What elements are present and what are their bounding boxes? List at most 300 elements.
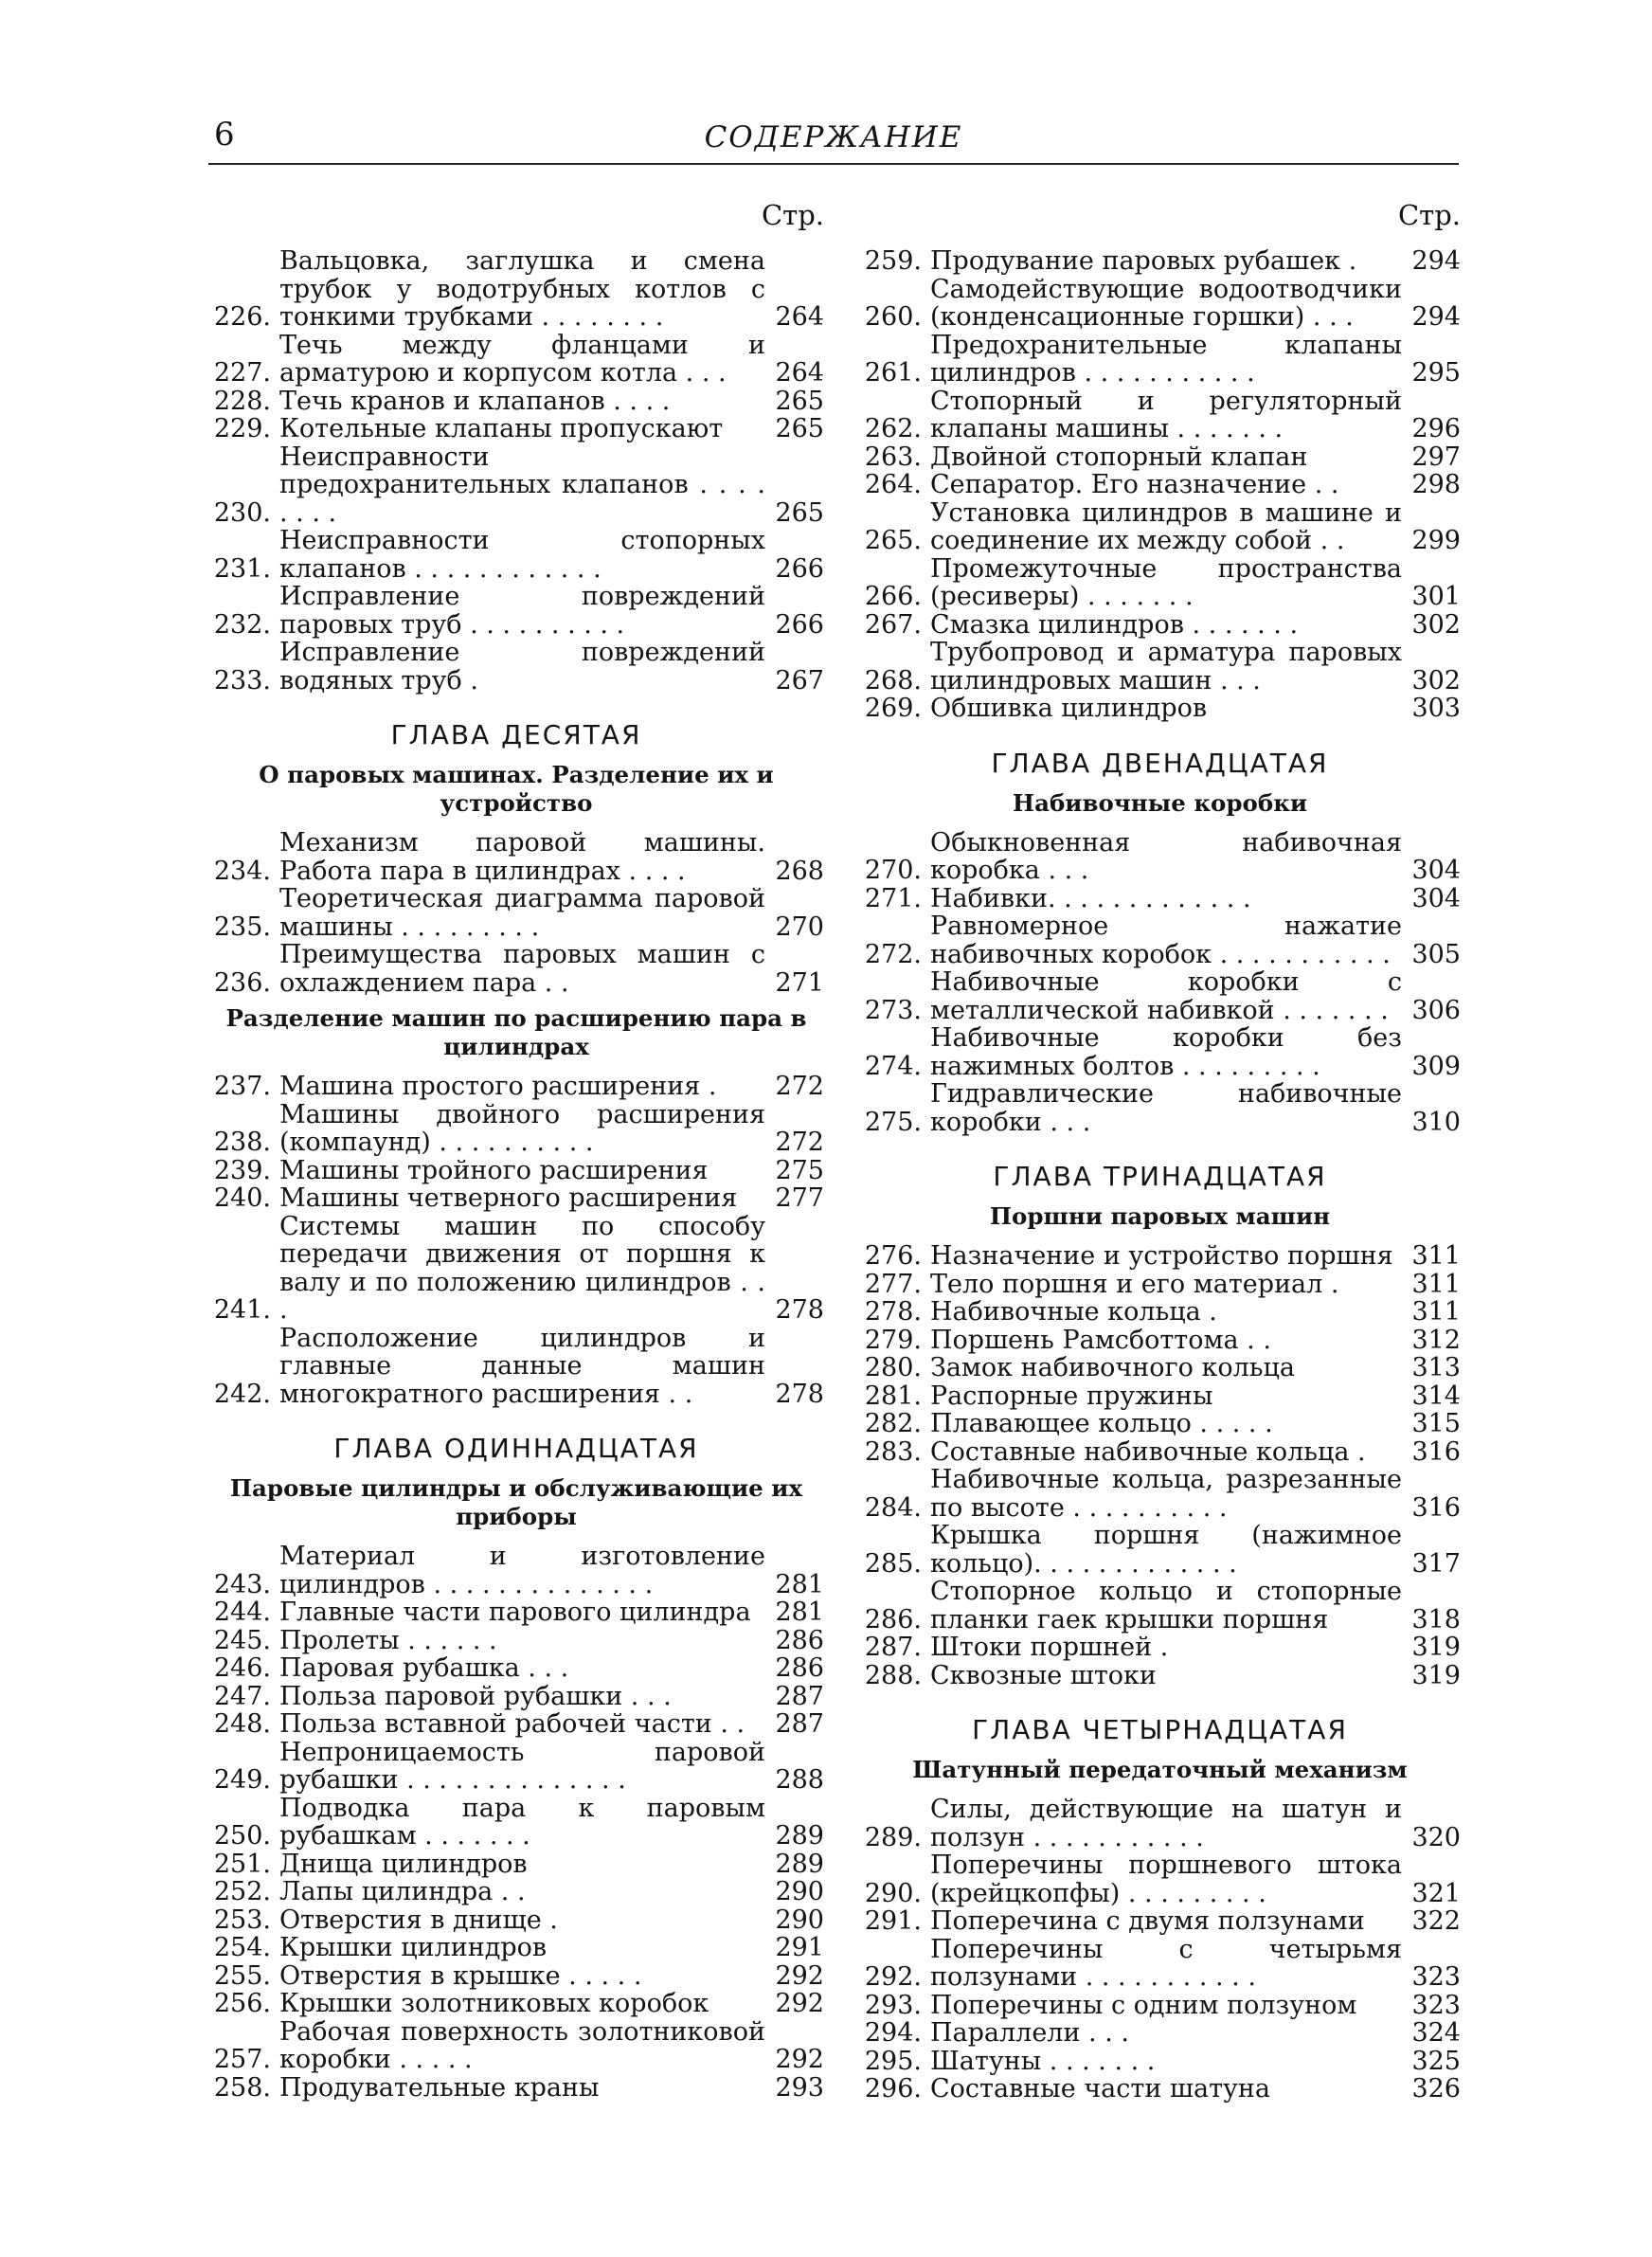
entry-page: 309 bbox=[1411, 1051, 1461, 1081]
chapter-title: ГЛАВА ТРИНАДЦАТАЯ bbox=[993, 1161, 1327, 1192]
entry-page: 265 bbox=[775, 414, 824, 443]
entry-number: 265. bbox=[864, 526, 922, 555]
toc-entry bbox=[208, 885, 824, 941]
entry-number: 264. bbox=[864, 470, 922, 499]
section-title: Набивочные коробки bbox=[1012, 788, 1308, 817]
entry-number: 248. bbox=[213, 1709, 271, 1739]
entry-number: 288. bbox=[864, 1660, 922, 1690]
entry-number: 237. bbox=[213, 1072, 271, 1101]
entry-title: Исправление повреждений водяных труб . bbox=[279, 638, 765, 695]
entry-title: Распорные пружины bbox=[930, 1381, 1213, 1411]
entry-title: Польза паровой рубашки . . . bbox=[279, 1681, 672, 1711]
entry-page: 291 bbox=[775, 1933, 824, 1962]
entry-number: 231. bbox=[213, 553, 271, 584]
toc-entry bbox=[859, 247, 1461, 276]
header-rule bbox=[208, 163, 1459, 165]
left-column bbox=[208, 194, 824, 2102]
toc-entry bbox=[859, 276, 1461, 332]
entry-number: 228. bbox=[213, 386, 271, 416]
section-title: Поршни паровых машин bbox=[989, 1202, 1331, 1230]
entry-page: 323 bbox=[1411, 1962, 1461, 1992]
entry-page: 281 bbox=[775, 1569, 824, 1599]
entry-title: Назначение и устройство поршня bbox=[930, 1241, 1393, 1271]
entry-number: 236. bbox=[213, 967, 271, 998]
entry-title: Гидравлические набивочные коробки . . . bbox=[930, 1079, 1402, 1137]
entry-page: 318 bbox=[1411, 1604, 1461, 1634]
entry-page: 325 bbox=[1411, 2046, 1461, 2076]
entry-title: Шатуны . . . . . . . bbox=[930, 2046, 1156, 2076]
entry-title: Расположение цилиндров и главные данные машин многократного расширения . . bbox=[279, 1323, 765, 1409]
entry-title: Преимущества паровых машин с охлаждением пара . . bbox=[279, 940, 765, 998]
toc-entry bbox=[859, 471, 1461, 499]
section-title: Шатунный передаточный механизм bbox=[912, 1756, 1408, 1783]
entry-page: 322 bbox=[1411, 1906, 1461, 1936]
entry-number: 287. bbox=[864, 1633, 922, 1662]
entry-page: 265 bbox=[775, 386, 824, 416]
entry-page: 277 bbox=[775, 1183, 824, 1213]
toc-entry bbox=[859, 1327, 1461, 1355]
entry-title: Промежуточные пространства (ресиверы) . . . . . . . bbox=[930, 553, 1402, 611]
toc-entry bbox=[208, 1654, 824, 1683]
entry-number: 272. bbox=[864, 939, 922, 969]
entry-page: 297 bbox=[1411, 442, 1461, 472]
entry-title: Смазка цилиндров . . . . . . . bbox=[930, 609, 1299, 640]
entry-page: 294 bbox=[1411, 302, 1461, 332]
toc-entry bbox=[208, 2018, 824, 2074]
entry-title: Поршень Рамсботтома . . bbox=[930, 1325, 1271, 1355]
toc-entry bbox=[208, 1325, 824, 1409]
page-column-label: Стр. bbox=[761, 199, 824, 231]
entry-number: 268. bbox=[864, 665, 922, 695]
entry-title: Составные набивочные кольца . bbox=[930, 1436, 1366, 1467]
entry-page: 293 bbox=[775, 2072, 824, 2103]
toc-entry bbox=[208, 1598, 824, 1627]
entry-number: 295. bbox=[864, 2046, 922, 2076]
toc-entry bbox=[208, 583, 824, 639]
entry-page: 287 bbox=[775, 1709, 824, 1739]
entry-number: 285. bbox=[864, 1548, 922, 1579]
toc-entry bbox=[859, 912, 1461, 968]
entry-number: 232. bbox=[213, 609, 271, 640]
entry-title: Непроницаемость паровой рубашки . . . . . . . . . . . . . . bbox=[279, 1737, 765, 1795]
toc-entry bbox=[859, 639, 1461, 695]
toc-entry bbox=[859, 1936, 1461, 1992]
toc-entry bbox=[859, 611, 1461, 640]
entry-title: Замок набивочного кольца bbox=[930, 1353, 1295, 1382]
entry-number: 240. bbox=[213, 1183, 271, 1213]
entry-page: 270 bbox=[775, 912, 824, 942]
chapter-title: ГЛАВА ДВЕНАДЦАТАЯ bbox=[991, 747, 1329, 779]
toc-entry bbox=[859, 1662, 1461, 1690]
entry-page: 296 bbox=[1411, 414, 1461, 443]
entry-title: Рабочая поверхность золотниковой коробки . . . . . bbox=[279, 2016, 765, 2074]
entry-number: 233. bbox=[213, 665, 271, 695]
toc-entry bbox=[208, 639, 824, 695]
entry-title: Механизм паровой машины. Работа пара в цилиндрах . . . . bbox=[279, 828, 765, 886]
toc-entry bbox=[208, 2074, 824, 2103]
toc-entry bbox=[859, 1354, 1461, 1382]
entry-number: 271. bbox=[864, 883, 922, 913]
entry-page: 288 bbox=[775, 1765, 824, 1795]
entry-title: Польза вставной рабочей части . . bbox=[279, 1709, 745, 1739]
entry-number: 274. bbox=[864, 1051, 922, 1081]
entry-title: Поперечины с одним ползуном bbox=[930, 1990, 1357, 2020]
entry-page: 266 bbox=[775, 609, 824, 640]
entry-title: Материал и изготовление цилиндров . . . . . . . . . . . . . . bbox=[279, 1542, 765, 1599]
entry-title: Течь между фланцами и арматурою и корпусом котла . . . bbox=[279, 330, 765, 388]
entry-title: Штоки поршней . bbox=[930, 1633, 1169, 1662]
section-title: Паровые цилиндры и обслуживающие их приборы bbox=[229, 1474, 803, 1530]
entry-title: Течь кранов и клапанов . . . . bbox=[279, 386, 671, 416]
entry-number: 246. bbox=[213, 1653, 271, 1683]
entry-title: Двойной стопорный клапан bbox=[930, 442, 1308, 472]
entry-title: Подводка пара к паровым рубашкам . . . . . . . bbox=[279, 1793, 765, 1851]
entry-page: 281 bbox=[775, 1598, 824, 1627]
entry-title: Тело поршня и его материал . bbox=[930, 1269, 1339, 1299]
entry-page: 319 bbox=[1411, 1660, 1461, 1690]
entry-title: Поперечины с четырьмя ползунами . . . . . . . . . . . bbox=[930, 1934, 1402, 1992]
entry-number: 257. bbox=[213, 2045, 271, 2074]
entry-title: Набивочные кольца . bbox=[930, 1297, 1217, 1327]
toc-entry bbox=[208, 1878, 824, 1906]
toc-entry bbox=[859, 2019, 1461, 2048]
entry-page: 321 bbox=[1411, 1878, 1461, 1908]
toc-entry bbox=[859, 1851, 1461, 1907]
entry-title: Продувательные краны bbox=[279, 2072, 600, 2103]
entry-title: Машины четверного расширения bbox=[279, 1183, 738, 1213]
toc-entry bbox=[208, 1157, 824, 1185]
entry-number: 266. bbox=[864, 582, 922, 611]
entry-page: 304 bbox=[1411, 883, 1461, 913]
entry-page: 265 bbox=[775, 497, 824, 528]
chapter-title: ГЛАВА ОДИННАДЦАТАЯ bbox=[333, 1433, 699, 1464]
toc-entry bbox=[859, 1522, 1461, 1578]
entry-title: Днища цилиндров bbox=[279, 1849, 528, 1879]
entry-title: Трубопровод и арматура паровых цилиндровых машин . . . bbox=[930, 638, 1402, 695]
toc-entry bbox=[859, 555, 1461, 611]
entry-page: 313 bbox=[1411, 1353, 1461, 1382]
toc-entry bbox=[859, 1271, 1461, 1299]
entry-number: 247. bbox=[213, 1681, 271, 1711]
toc-entry bbox=[208, 1683, 824, 1711]
entry-page: 299 bbox=[1411, 526, 1461, 555]
toc-entry bbox=[208, 1543, 824, 1598]
entry-number: 245. bbox=[213, 1625, 271, 1655]
entry-title: Неисправности предохранительных клапанов . . . . . . . . bbox=[279, 442, 765, 528]
entry-number: 292. bbox=[864, 1962, 922, 1992]
entry-number: 241. bbox=[213, 1295, 271, 1325]
entry-title: Набивочные кольца, разрезанные по высоте . . . . . . . . . . bbox=[930, 1465, 1402, 1523]
entry-page: 264 bbox=[775, 358, 824, 388]
toc-entry bbox=[859, 1907, 1461, 1936]
entry-page: 292 bbox=[775, 1960, 824, 1991]
toc-entry bbox=[208, 1990, 824, 2018]
toc-entry bbox=[208, 1710, 824, 1739]
entry-number: 254. bbox=[213, 1933, 271, 1962]
toc-entry bbox=[859, 885, 1461, 913]
toc-entry bbox=[859, 332, 1461, 388]
toc-entry bbox=[208, 247, 824, 332]
entry-number: 275. bbox=[864, 1107, 922, 1137]
entry-number: 289. bbox=[864, 1822, 922, 1852]
toc-entry bbox=[208, 1962, 824, 1991]
entry-page: 311 bbox=[1411, 1241, 1461, 1271]
entry-title: Крышки золотниковых коробок bbox=[279, 1989, 709, 2018]
entry-title: Поперечины поршневого штока (крейцкопфы) . . . . . . . . . bbox=[930, 1851, 1402, 1908]
toc-entry bbox=[859, 1438, 1461, 1467]
entry-number: 262. bbox=[864, 414, 922, 443]
entry-page: 272 bbox=[775, 1072, 824, 1101]
entry-number: 296. bbox=[864, 2074, 922, 2104]
page-number: 6 bbox=[214, 116, 235, 153]
toc-entry bbox=[859, 1634, 1461, 1662]
entry-number: 255. bbox=[213, 1960, 271, 1991]
section-title: О паровых машинах. Разделение их и устройство bbox=[259, 761, 774, 817]
toc-entry bbox=[859, 1242, 1461, 1271]
entry-number: 230. bbox=[213, 497, 271, 528]
toc-entry bbox=[859, 2048, 1461, 2076]
entry-page: 312 bbox=[1411, 1325, 1461, 1355]
toc-entry bbox=[208, 527, 824, 583]
right-column bbox=[859, 194, 1461, 2104]
entry-title: Самодействующие водоотводчики (конденсационные горшки) . . . bbox=[930, 274, 1402, 332]
entry-title: Набивки. . . . . . . . . . . . . bbox=[930, 883, 1251, 913]
entry-title: Предохранительные клапаны цилиндров . . . . . . . . . . . bbox=[930, 330, 1402, 388]
entry-title: Отверстия в крышке . . . . . bbox=[279, 1960, 642, 1991]
entry-number: 269. bbox=[864, 694, 922, 723]
entry-number: 282. bbox=[864, 1409, 922, 1438]
entry-title: Теоретическая диаграмма паровой машины . . . . . . . . . bbox=[279, 884, 765, 942]
entry-number: 276. bbox=[864, 1241, 922, 1271]
entry-number: 290. bbox=[864, 1878, 922, 1908]
entry-title: Отверстия в днище . bbox=[279, 1905, 558, 1935]
entry-number: 249. bbox=[213, 1765, 271, 1795]
entry-number: 250. bbox=[213, 1821, 271, 1851]
entry-page: 266 bbox=[775, 553, 824, 584]
page-column-label: Стр. bbox=[1397, 199, 1461, 231]
entry-number: 286. bbox=[864, 1604, 922, 1634]
section-title: Разделение машин по расширению пара в цилиндрах bbox=[225, 1004, 807, 1060]
toc-entry bbox=[859, 695, 1461, 723]
entry-title: Сепаратор. Его назначение . . bbox=[930, 470, 1339, 499]
toc-entry bbox=[208, 415, 824, 443]
entry-page: 324 bbox=[1411, 2018, 1461, 2048]
entry-number: 291. bbox=[864, 1906, 922, 1936]
entry-page: 306 bbox=[1411, 995, 1461, 1025]
entry-title: Машина простого расширения . bbox=[279, 1072, 717, 1101]
entry-title: Стопорный и регуляторный клапаны машины . . . . . . . bbox=[930, 386, 1402, 443]
toc-entry bbox=[859, 1466, 1461, 1522]
entry-page: 298 bbox=[1411, 470, 1461, 499]
entry-page: 294 bbox=[1411, 246, 1461, 276]
toc-entry bbox=[208, 941, 824, 997]
entry-title: Равномерное нажатие набивочных коробок . . . . . . . . . . . bbox=[930, 912, 1402, 969]
entry-title: Стопорное кольцо и стопорные планки гаек крышки поршня bbox=[930, 1577, 1402, 1634]
entry-number: 270. bbox=[864, 856, 922, 885]
entry-number: 281. bbox=[864, 1381, 922, 1411]
toc-entry bbox=[859, 1382, 1461, 1411]
toc-entry bbox=[208, 1213, 824, 1325]
entry-page: 287 bbox=[775, 1681, 824, 1711]
entry-page: 317 bbox=[1411, 1548, 1461, 1579]
entry-title: Сквозные штоки bbox=[930, 1660, 1157, 1690]
entry-number: 229. bbox=[213, 414, 271, 443]
entry-number: 244. bbox=[213, 1598, 271, 1627]
entry-number: 258. bbox=[213, 2072, 271, 2103]
entry-number: 267. bbox=[864, 609, 922, 640]
chapter-title: ГЛАВА ЧЕТЫРНАДЦАТАЯ bbox=[972, 1714, 1348, 1745]
entry-title: Обшивка цилиндров bbox=[930, 694, 1208, 723]
entry-title: Параллели . . . bbox=[930, 2018, 1129, 2048]
entry-title: Главные части парового цилиндра bbox=[279, 1598, 751, 1627]
entry-number: 234. bbox=[213, 856, 271, 886]
entry-page: 295 bbox=[1411, 358, 1461, 388]
toc-entry bbox=[208, 1073, 824, 1101]
toc-entry bbox=[208, 1934, 824, 1962]
page-header bbox=[208, 112, 1459, 169]
entry-page: 289 bbox=[775, 1849, 824, 1879]
entry-number: 251. bbox=[213, 1849, 271, 1879]
toc-entry bbox=[859, 829, 1461, 885]
toc-entry bbox=[208, 1101, 824, 1157]
entry-page: 302 bbox=[1411, 665, 1461, 695]
entry-title: Машины двойного расширения (компаунд) . . . . . . . . . . bbox=[279, 1099, 765, 1157]
entry-page: 315 bbox=[1411, 1409, 1461, 1438]
toc-entry bbox=[859, 1024, 1461, 1080]
entry-page: 272 bbox=[775, 1128, 824, 1157]
entry-page: 267 bbox=[775, 665, 824, 695]
entry-title: Неисправности стопорных клапанов . . . . . . . . . . . . bbox=[279, 526, 765, 584]
entry-title: Набивочные коробки с металлической набивкой . . . . . . . bbox=[930, 967, 1402, 1025]
entry-page: 278 bbox=[775, 1379, 824, 1409]
toc-entry bbox=[208, 829, 824, 885]
entry-page: 301 bbox=[1411, 582, 1461, 611]
entry-title: Паровая рубашка . . . bbox=[279, 1653, 569, 1683]
entry-page: 290 bbox=[775, 1905, 824, 1935]
entry-page: 326 bbox=[1411, 2074, 1461, 2104]
entry-page: 286 bbox=[775, 1653, 824, 1683]
toc-entry bbox=[208, 1739, 824, 1795]
entry-title: Обыкновенная набивочная коробка . . . bbox=[930, 827, 1402, 885]
toc-entry bbox=[208, 388, 824, 416]
entry-title: Продувание паровых рубашек . bbox=[930, 246, 1357, 276]
chapter-title: ГЛАВА ДЕСЯТАЯ bbox=[390, 719, 642, 750]
toc-entry bbox=[208, 1627, 824, 1655]
toc-blocks bbox=[859, 247, 1461, 2104]
entry-number: 259. bbox=[864, 246, 922, 276]
entry-title: Набивочные коробки без нажимных болтов . . . . . . . . . bbox=[930, 1023, 1402, 1081]
entry-number: 253. bbox=[213, 1905, 271, 1935]
entry-title: Системы машин по способу передачи движения от поршня к валу и по положению цилиндров . . . bbox=[279, 1211, 765, 1325]
entry-title: Установка цилиндров в машине и соединение их между собой . . bbox=[930, 497, 1402, 555]
entry-page: 323 bbox=[1411, 1990, 1461, 2020]
entry-page: 292 bbox=[775, 2045, 824, 2074]
entry-page: 314 bbox=[1411, 1381, 1461, 1411]
toc-entry bbox=[859, 1992, 1461, 2020]
entry-number: 261. bbox=[864, 358, 922, 388]
entry-number: 284. bbox=[864, 1492, 922, 1523]
entry-page: 310 bbox=[1411, 1107, 1461, 1137]
toc-entry bbox=[859, 1410, 1461, 1438]
toc-entry bbox=[859, 1578, 1461, 1634]
entry-title: Крышки цилиндров bbox=[279, 1933, 548, 1962]
entry-page: 305 bbox=[1411, 939, 1461, 969]
entry-title: Вальцовка, заглушка и смена трубок у водотрубных котлов с тонкими трубками . . . . . . . . bbox=[279, 246, 765, 332]
entry-number: 260. bbox=[864, 302, 922, 332]
entry-title: Силы, действующие на шатун и ползун . . . . . . . . . . . bbox=[930, 1795, 1402, 1852]
entry-title: Исправление повреждений паровых труб . . . . . . . . . . bbox=[279, 582, 765, 640]
entry-number: 226. bbox=[213, 302, 271, 332]
entry-number: 238. bbox=[213, 1128, 271, 1157]
toc-entry bbox=[859, 499, 1461, 555]
entry-number: 263. bbox=[864, 442, 922, 472]
entry-page: 289 bbox=[775, 1821, 824, 1851]
entry-title: Пролеты . . . . . . bbox=[279, 1625, 497, 1655]
entry-title: Крышка поршня (нажимное кольцо). . . . . . . . . . . . . bbox=[930, 1521, 1402, 1579]
entry-page: 290 bbox=[775, 1877, 824, 1906]
entry-page: 278 bbox=[775, 1295, 824, 1325]
toc-entry bbox=[859, 2075, 1461, 2104]
entry-page: 302 bbox=[1411, 609, 1461, 640]
entry-number: 243. bbox=[213, 1569, 271, 1599]
toc-entry bbox=[208, 1906, 824, 1935]
toc-entry bbox=[859, 1080, 1461, 1136]
entry-page: 292 bbox=[775, 1989, 824, 2018]
entry-number: 294. bbox=[864, 2018, 922, 2048]
entry-page: 311 bbox=[1411, 1297, 1461, 1327]
toc-entry bbox=[859, 388, 1461, 443]
entry-title: Лапы цилиндра . . bbox=[279, 1877, 526, 1906]
toc-entry bbox=[859, 1796, 1461, 1851]
entry-page: 320 bbox=[1411, 1822, 1461, 1852]
entry-number: 293. bbox=[864, 1990, 922, 2020]
entry-number: 283. bbox=[864, 1436, 922, 1467]
toc-entry bbox=[208, 1184, 824, 1213]
entry-title: Плавающее кольцо . . . . . bbox=[930, 1409, 1273, 1438]
entry-page: 286 bbox=[775, 1625, 824, 1655]
entry-number: 273. bbox=[864, 995, 922, 1025]
entry-page: 271 bbox=[775, 967, 824, 998]
entry-number: 235. bbox=[213, 912, 271, 942]
toc-entry bbox=[208, 443, 824, 528]
entry-title: Составные части шатуна bbox=[930, 2074, 1271, 2104]
entry-number: 280. bbox=[864, 1353, 922, 1382]
entry-page: 264 bbox=[775, 302, 824, 332]
entry-number: 256. bbox=[213, 1989, 271, 2018]
entry-number: 227. bbox=[213, 358, 271, 388]
entry-number: 279. bbox=[864, 1325, 922, 1355]
entry-page: 311 bbox=[1411, 1269, 1461, 1299]
running-title: СОДЕРЖАНИЕ bbox=[704, 120, 963, 154]
entry-page: 304 bbox=[1411, 856, 1461, 885]
entry-number: 252. bbox=[213, 1877, 271, 1906]
toc-entry bbox=[208, 1851, 824, 1879]
entry-page: 316 bbox=[1411, 1436, 1461, 1467]
entry-page: 303 bbox=[1411, 694, 1461, 723]
entry-title: Поперечина с двумя ползунами bbox=[930, 1906, 1365, 1936]
entry-title: Машины тройного расширения bbox=[279, 1155, 709, 1185]
entry-number: 239. bbox=[213, 1155, 271, 1185]
toc-entry bbox=[859, 968, 1461, 1024]
toc-entry bbox=[859, 443, 1461, 472]
entry-page: 268 bbox=[775, 856, 824, 886]
entry-number: 277. bbox=[864, 1269, 922, 1299]
entry-page: 319 bbox=[1411, 1633, 1461, 1662]
entry-number: 242. bbox=[213, 1379, 271, 1409]
entry-title: Котельные клапаны пропускают bbox=[279, 414, 724, 443]
entry-page: 275 bbox=[775, 1155, 824, 1185]
entry-page: 316 bbox=[1411, 1492, 1461, 1523]
